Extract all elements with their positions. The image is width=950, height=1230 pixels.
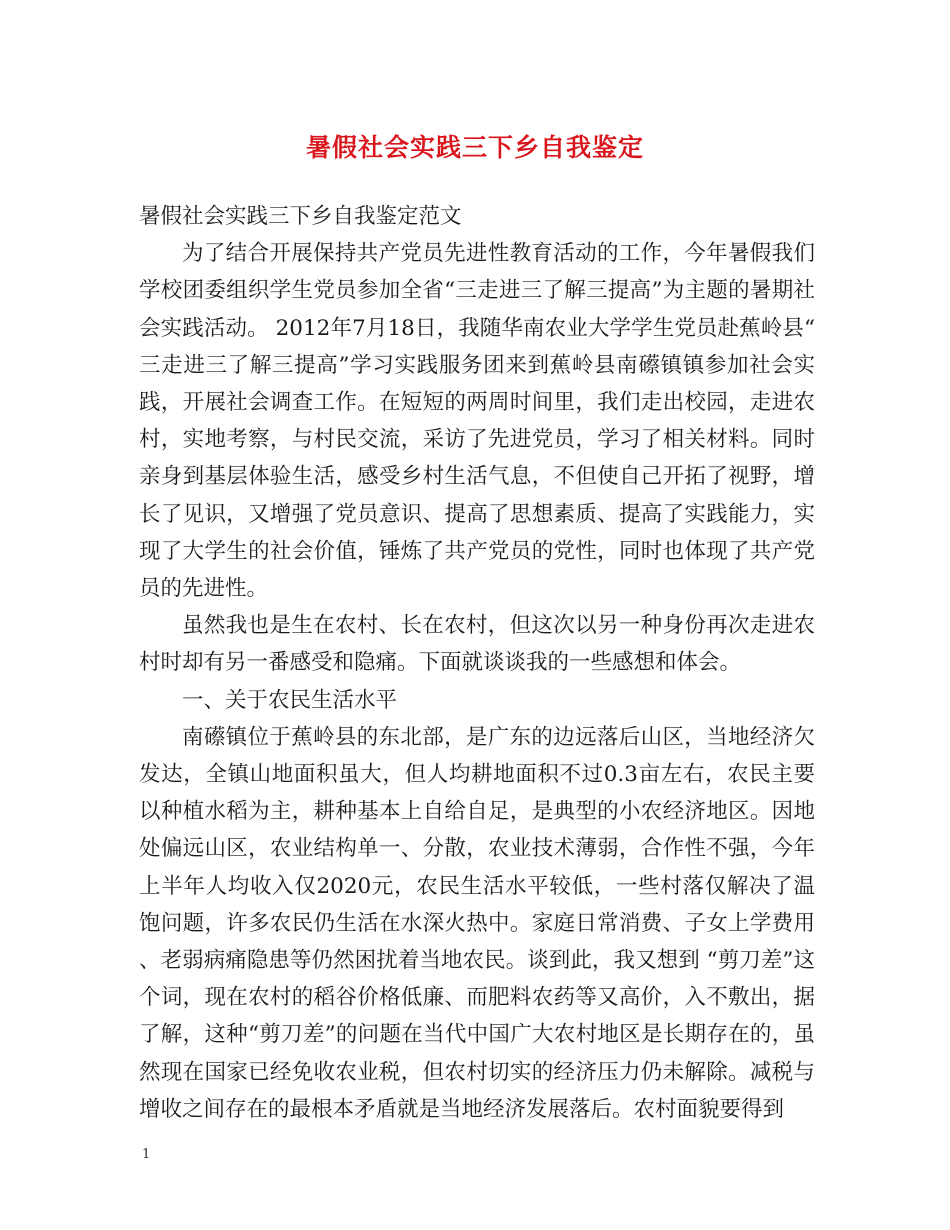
document-body xyxy=(139,198,815,1128)
paragraph-living-standard: 南礤镇位于蕉岭县的东北部，是广东的边远落后山区，当地经济欠发达，全镇山地面积虽大，但人均耕地面积不过0.3亩左右，农民主要以种植水稻为主，耕种基本上自给自足，是典型的小农经济地区。因地处偏远山区，农业结构单一、分散，农业技术薄弱，合作性不强，今年上半年人均收入仅2020元，农民生活水平较低，一些村落仅解决了温饱问题，许多农民仍生活在水深火热中。家庭日常消费、子女上学费用、老弱病痛隐患等仍然困扰着当地农民。谈到此，我又想到 “剪刀差”这个词，现在农村的稻谷价格低廉、而肥料农药等又高价，入不敷出，据了解，这种“剪刀差”的问题在当代中国广大农村地区是长期存在的，虽然现在国家已经免收农业税，但农村切实的经济压力仍未解除。减税与增收之间存在的最根本矛盾就是当地经济发展落后。农村面貌要得到 xyxy=(139,724,815,1122)
paragraph-feelings: 虽然我也是生在农村、长在农村，但这次以另一种身份再次走进农村时却有另一番感受和隐痛。下面就谈谈我的一些感想和体会。 xyxy=(139,613,815,676)
subtitle-line: 暑假社会实践三下乡自我鉴定范文 xyxy=(139,204,462,229)
section-heading: 一、关于农民生活水平 xyxy=(182,687,398,713)
paragraph-intro: 为了结合开展保持共产党员先进性教育活动的工作，今年暑假我们学校团委组织学生党员参加全省“三走进三了解三提高”为主题的暑期社会实践活动。 2012年7月18日，我随华南农业大学学生党员赴蕉岭县“三走进三了解三提高”学习实践服务团来到蕉岭县南礤镇镇参加社会实践，开展社会调查工作。在短短的两周时间里，我们走出校园，走进农村，实地考察，与村民交流，采访了先进党员，学习了相关材料。同时亲身到基层体验生活，感受乡村生活气息，不但使自己开拓了视野，增长了见识，又增强了党员意识、提高了思想素质、提高了实践能力，实现了大学生的社会价值，锤炼了共产党员的党性，同时也体现了共产党员的先进性。 xyxy=(139,241,815,602)
document-title: 暑假社会实践三下乡自我鉴定 xyxy=(305,133,644,162)
page-number: 1 xyxy=(142,1147,151,1162)
